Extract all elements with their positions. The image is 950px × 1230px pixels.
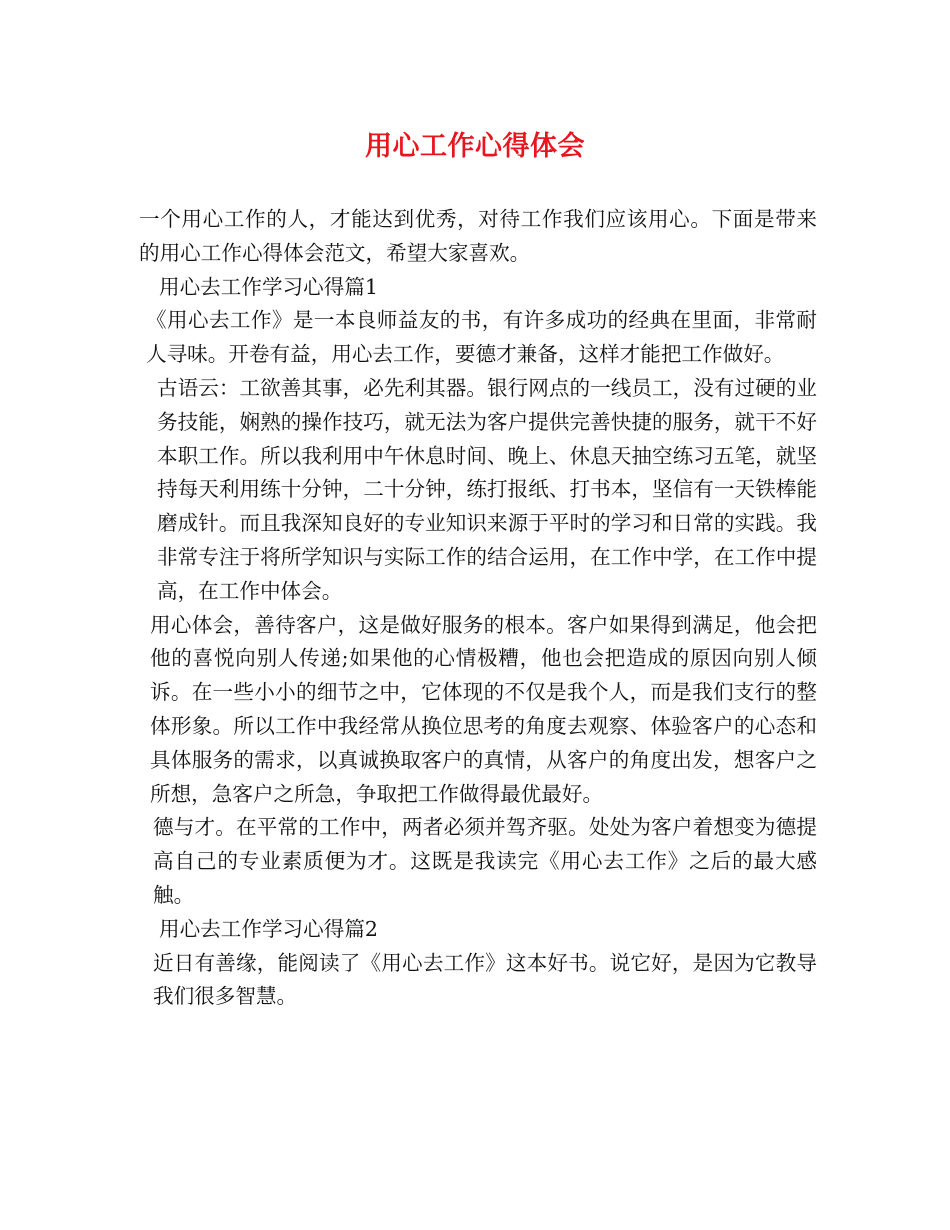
document-body <box>139 203 817 1014</box>
section-heading-2: 用心去工作学习心得篇2 <box>159 916 379 941</box>
body-paragraph: 用心体会，善待客户，这是做好服务的根本。客户如果得到满足，他会把他的喜悦向别人传递;如果他的心情极糟，他也会把造成的原因向别人倾诉。在一些小小的细节之中，它体现的不仅是我个人，而是我们支行的整体形象。所以工作中我经常从换位思考的角度去观察、体验客户的心态和具体服务的需求，以真诚换取客户的真情，从客户的角度出发，想客户之所想，急客户之所急，争取把工作做得最优最好。 <box>150 612 817 806</box>
document-title: 用心工作心得体会 <box>365 131 585 162</box>
body-paragraph: 德与才。在平常的工作中，两者必须并驾齐驱。处处为客户着想变为德提高自己的专业素质便为才。这既是我读完《用心去工作》之后的最大感触。 <box>153 815 817 907</box>
body-paragraph: 古语云：工欲善其事，必先利其器。银行网点的一线员工，没有过硬的业务技能，娴熟的操作技巧，就无法为客户提供完善快捷的服务，就干不好本职工作。所以我利用中午休息时间、晚上、休息天抽空练习五笔，就坚持每天利用练十分钟，二十分钟，练打报纸、打书本，坚信有一天铁棒能磨成针。而且我深知良好的专业知识来源于平时的学习和日常的实践。我非常专注于将所学知识与实际工作的结合运用，在工作中学，在工作中提高，在工作中体会。 <box>157 375 817 603</box>
body-paragraph: 《用心去工作》是一本良师益友的书，有许多成功的经典在里面，非常耐人寻味。开卷有益，用心去工作，要德才兼备，这样才能把工作做好。 <box>146 308 817 367</box>
body-paragraph: 近日有善缘，能阅读了《用心去工作》这本好书。说它好，是因为它教导我们很多智慧。 <box>153 950 817 1009</box>
intro-paragraph: 一个用心工作的人，才能达到优秀，对待工作我们应该用心。下面是带来的用心工作心得体会范文，希望大家喜欢。 <box>139 207 817 265</box>
section-heading-1: 用心去工作学习心得篇1 <box>159 274 379 299</box>
